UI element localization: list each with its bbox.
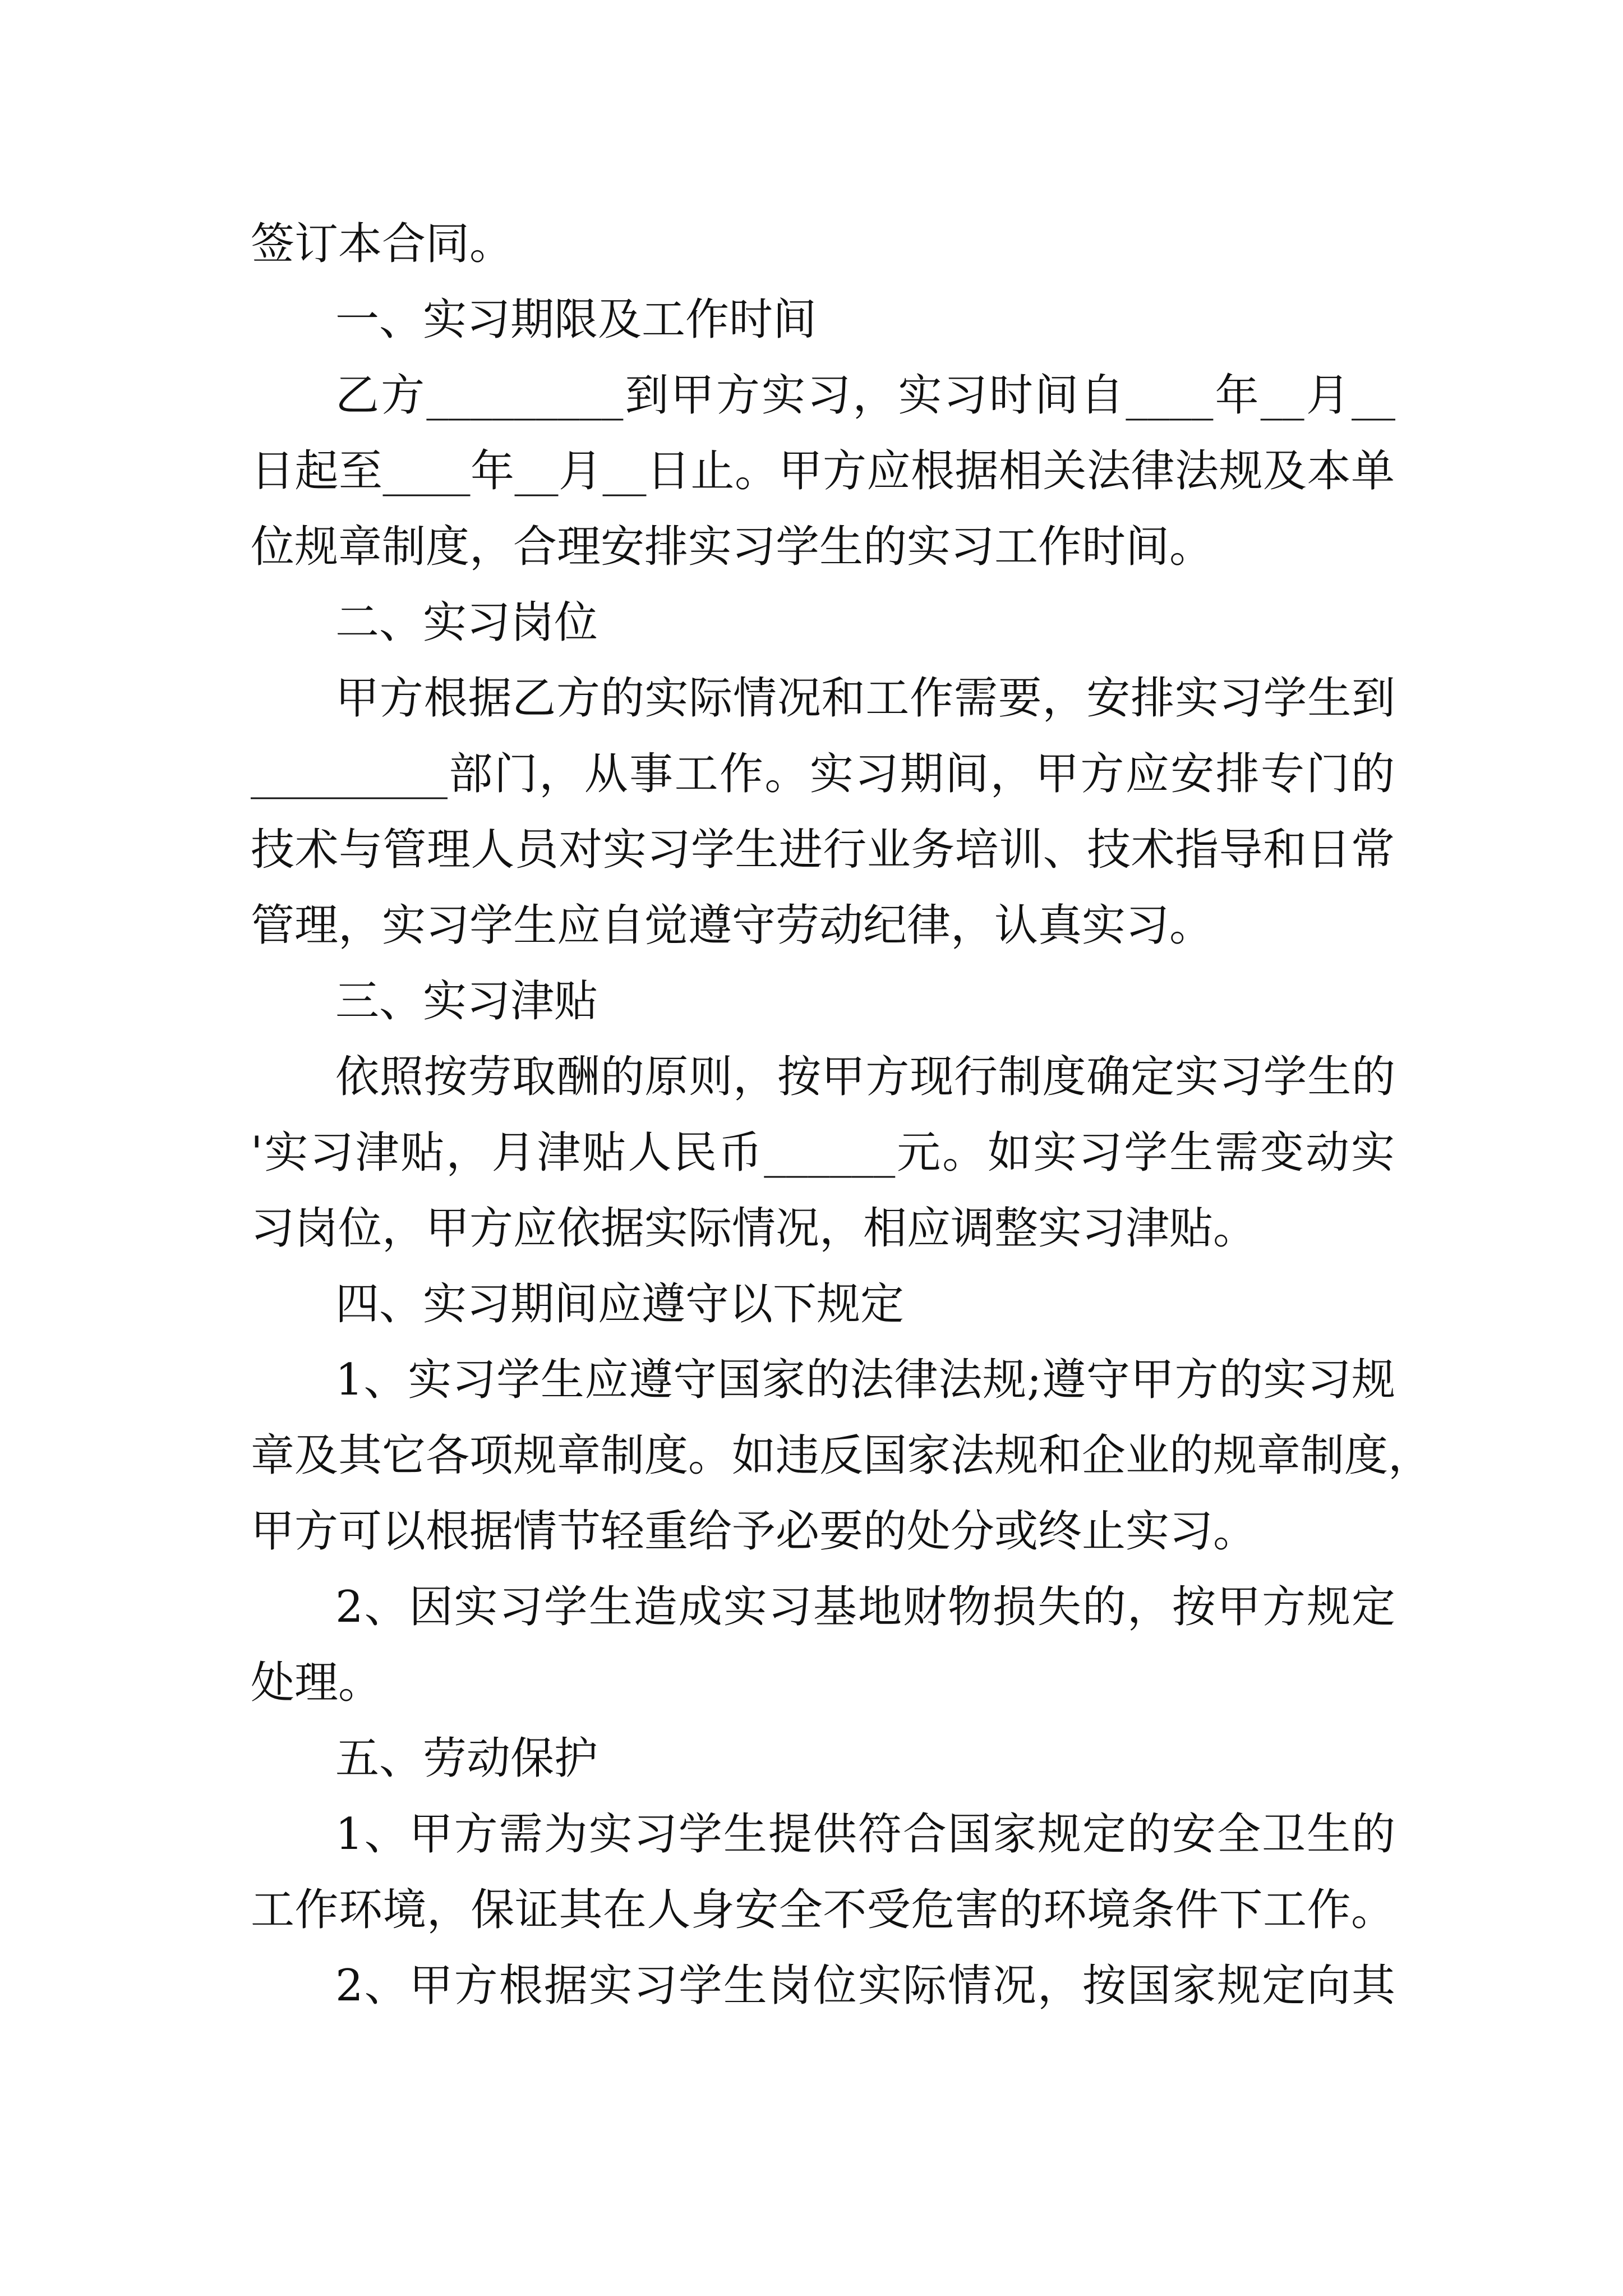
- text-line: 2、因实习学生造成实习基地财物损失的，按甲方规定: [335, 1582, 1395, 1632]
- text-line: 技术与管理人员对实习学生进行业务培训、技术指导和日常: [251, 825, 1395, 875]
- text-line: 1、实习学生应遵守国家的法律法规;遵守甲方的实习规: [335, 1355, 1395, 1405]
- text-line: '实习津贴，月津贴人民币______元。如实习学生需变动实: [251, 1128, 1395, 1178]
- text-line: 甲方根据乙方的实际情况和工作需要，安排实习学生到: [335, 673, 1395, 724]
- text-line: 依照按劳取酬的原则，按甲方现行制度确定实习学生的: [335, 1052, 1395, 1102]
- text-line: _________部门，从事工作。实习期间，甲方应安排专门的: [251, 749, 1395, 799]
- text-line: 甲方可以根据情节轻重给予必要的处分或终止实习。: [251, 1506, 1257, 1557]
- section-heading: 一、实习期限及工作时间: [335, 295, 817, 345]
- text-line: 乙方_________到甲方实习，实习时间自____年__月__: [335, 370, 1395, 421]
- text-line: 章及其它各项规章制度。如违反国家法规和企业的规章制度，: [251, 1430, 1432, 1481]
- text-line: 处理。: [251, 1658, 382, 1708]
- text-line: 签订本合同。: [251, 219, 514, 269]
- text-line: 2、甲方根据实习学生岗位实际情况，按国家规定向其: [335, 1961, 1395, 2011]
- text-line: 管理，实习学生应自觉遵守劳动纪律，认真实习。: [251, 900, 1214, 951]
- text-line: 位规章制度，合理安排实习学生的实习工作时间。: [251, 522, 1214, 572]
- text-line: 日起至____年__月__日止。甲方应根据相关法律法规及本单: [251, 446, 1395, 496]
- text-line: 习岗位，甲方应依据实际情况，相应调整实习津贴。: [251, 1203, 1257, 1254]
- section-heading: 四、实习期间应遵守以下规定: [335, 1279, 905, 1329]
- section-heading: 二、实习岗位: [335, 597, 598, 648]
- text-line: 1、甲方需为实习学生提供符合国家规定的安全卫生的: [335, 1809, 1395, 1860]
- section-heading: 三、实习津贴: [335, 976, 598, 1027]
- section-heading: 五、劳动保护: [335, 1733, 598, 1784]
- text-line: 工作环境，保证其在人身安全不受危害的环境条件下工作。: [251, 1885, 1395, 1935]
